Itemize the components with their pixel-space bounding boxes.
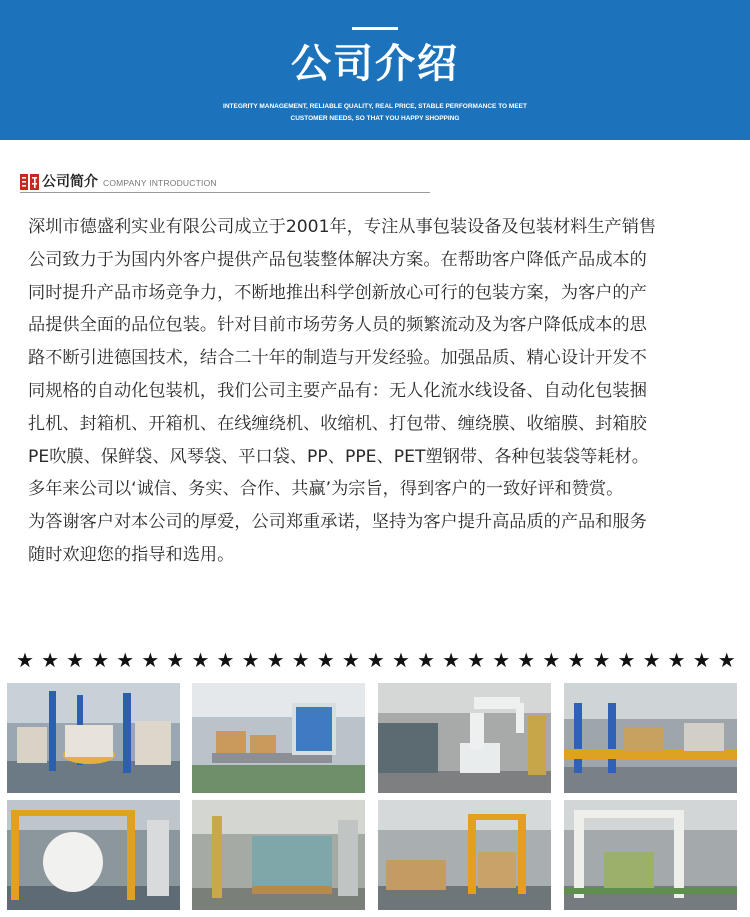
automated-conveyor-wrapper-photo xyxy=(564,683,737,793)
star-icon: ★ xyxy=(66,648,85,672)
intro-line: 扎机、封箱机、开箱机、在线缠绕机、收缩机、打包带、缠绕膜、收缩膜、封箱胶 xyxy=(28,413,647,434)
star-icon: ★ xyxy=(391,648,410,672)
intro-line: 随时欢迎您的指导和选用。 xyxy=(28,544,235,565)
star-icon: ★ xyxy=(592,648,611,672)
star-icon: ★ xyxy=(116,648,135,672)
star-icon: ★ xyxy=(492,648,511,672)
banner-subtitle-line-2: CUSTOMER NEEDS, SO THAT YOU HAPPY SHOPPING xyxy=(290,115,460,122)
star-icon: ★ xyxy=(291,648,310,672)
intro-line: 路不断引进德国技术，结合二十年的制造与开发经验。加强品质、精心设计开发不 xyxy=(28,348,647,369)
star-icon: ★ xyxy=(141,648,160,672)
star-icon: ★ xyxy=(517,648,536,672)
star-icon: ★ xyxy=(191,648,210,672)
star-icon: ★ xyxy=(241,648,260,672)
intro-line: 同规格的自动化包装机，我们公司主要产品有：无人化流水线设备、自动化包装捆 xyxy=(28,380,647,401)
star-icon: ★ xyxy=(542,648,561,672)
star-icon: ★ xyxy=(417,648,435,672)
star-icon: ★ xyxy=(692,648,711,672)
star-icon: ★ xyxy=(16,648,34,672)
gantry-wrapping-machine-photo xyxy=(564,800,737,910)
section-heading xyxy=(20,172,430,194)
section-underline xyxy=(20,192,430,193)
intro-line: 品提供全面的品位包装。针对目前市场劳务人员的频繁流动及为客户降低成本的思 xyxy=(28,315,647,336)
company-logo-icon xyxy=(20,174,39,190)
star-icon: ★ xyxy=(341,648,360,672)
title-accent-bar xyxy=(352,27,398,30)
intro-line: 深圳市德盛利实业有限公司成立于2001年，专注从事包装设备及包装材料生产销售 xyxy=(28,217,657,237)
robot-arm-palletizer-photo xyxy=(378,683,551,793)
star-divider xyxy=(16,648,736,672)
banner-subtitle-line-1: INTEGRITY MANAGEMENT, RELIABLE QUALITY, REAL PRICE, STABLE PERFORMANCE TO MEET xyxy=(223,103,527,110)
page-title: 公司介绍 xyxy=(291,41,459,87)
star-icon: ★ xyxy=(667,648,686,672)
warehouse-wrapping-line-photo xyxy=(7,683,180,793)
star-icon: ★ xyxy=(567,648,586,672)
palletizing-factory-photo xyxy=(378,800,551,910)
company-intro-text xyxy=(28,211,728,572)
star-icon: ★ xyxy=(41,648,59,672)
section-title: 公司简介 xyxy=(42,174,98,190)
pallet-wrapping-station-photo xyxy=(192,800,365,910)
intro-line: 公司致力于为国内外客户提供产品包装整体解决方案。在帮助客户降低产品成本的 xyxy=(28,249,647,270)
intro-line: 为答谢客户对本公司的厚爱，公司郑重承诺，坚持为客户提升高品质的产品和服务 xyxy=(28,512,647,533)
star-icon: ★ xyxy=(216,648,235,672)
star-icon: ★ xyxy=(617,648,636,672)
ring-wrapping-machine-photo xyxy=(7,800,180,910)
star-icon: ★ xyxy=(467,648,486,672)
star-icon: ★ xyxy=(316,648,335,672)
intro-line: 同时提升产品市场竞争力，不断地推出科学创新放心可行的包装方案，为客户的产 xyxy=(28,282,647,303)
intro-line: 多年来公司以‘诚信、务实、合作、共赢’为宗旨，得到客户的一致好评和赞赏。 xyxy=(28,479,624,500)
header-banner xyxy=(0,0,750,140)
star-icon: ★ xyxy=(642,648,661,672)
carton-conveyor-line-photo xyxy=(192,683,365,793)
star-icon: ★ xyxy=(266,648,285,672)
star-icon: ★ xyxy=(91,648,110,672)
section-subtitle: COMPANY INTRODUCTION xyxy=(103,178,217,188)
intro-line: PE吹膜、保鲜袋、风琴袋、平口袋、PP、PPE、PET塑钢带、各种包装袋等耗材。 xyxy=(28,446,649,467)
star-icon: ★ xyxy=(166,648,185,672)
star-icon: ★ xyxy=(717,648,736,672)
star-icon: ★ xyxy=(366,648,385,672)
star-icon: ★ xyxy=(442,648,460,672)
